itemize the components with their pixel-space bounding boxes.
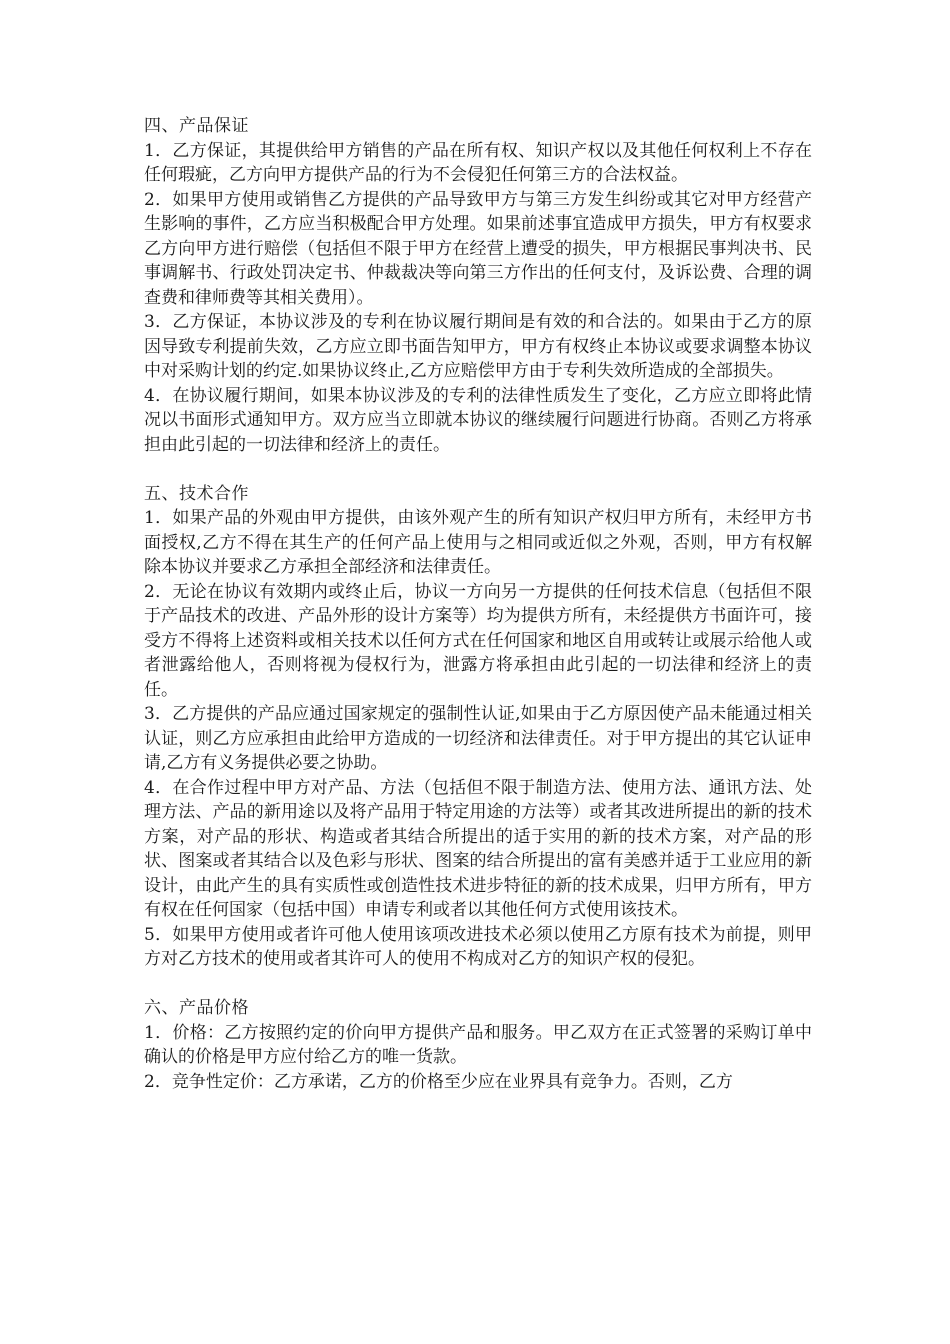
paragraph: 1．如果产品的外观由甲方提供，由该外观产生的所有知识产权归甲方所有，未经甲方书面授权,乙方不得在其生产的任何产品上使用与之相同或近似之外观，否则，甲方有权解除本协议并要求乙方承担全部经济和法律责任。: [144, 508, 812, 577]
section-heading: 四、产品保证: [144, 116, 249, 136]
document-page: [144, 114, 812, 1094]
paragraph: 2．无论在协议有效期内或终止后，协议一方向另一方提供的任何技术信息（包括但不限于产品技术的改进、产品外形的设计方案等）均为提供方所有，未经提供方书面许可，接受方不得将上述资料或相关技术以任何方式在任何国家和地区自用或转让或展示给他人或者泄露给他人，否则将视为侵权行为，泄露方将承担由此引起的一切法律和经济上的责任。: [144, 581, 812, 700]
paragraph: 5．如果甲方使用或者许可他人使用该项改进技术必须以使用乙方原有技术为前提，则甲方对乙方技术的使用或者其许可人的使用不构成对乙方的知识产权的侵犯。: [144, 924, 812, 969]
paragraph: 4．在合作过程中甲方对产品、方法（包括但不限于制造方法、使用方法、通讯方法、处理方法、产品的新用途以及将产品用于特定用途的方法等）或者其改进所提出的新的技术方案，对产品的形状、构造或者其结合所提出的适于实用的新的技术方案，对产品的形状、图案或者其结合以及色彩与形状、图案的结合所提出的富有美感并适于工业应用的新设计，由此产生的具有实质性或创造性技术进步特征的新的技术成果，归甲方所有，甲方有权在任何国家（包括中国）申请专利或者以其他任何方式使用该技术。: [144, 777, 812, 920]
section-product-price: [144, 996, 812, 1094]
paragraph: 2．如果甲方使用或销售乙方提供的产品导致甲方与第三方发生纠纷或其它对甲方经营产生影响的事件，乙方应当积极配合甲方处理。如果前述事宜造成甲方损失，甲方有权要求乙方向甲方进行赔偿（包括但不限于甲方在经营上遭受的损失，甲方根据民事判决书、民事调解书、行政处罚决定书、仲裁裁决等向第三方作出的任何支付，及诉讼费、合理的调查费和律师费等其相关费用）。: [144, 189, 812, 308]
paragraph: 1．乙方保证，其提供给甲方销售的产品在所有权、知识产权以及其他任何权利上不存在任何瑕疵，乙方向甲方提供产品的行为不会侵犯任何第三方的合法权益。: [144, 140, 812, 185]
section-heading: 六、产品价格: [144, 998, 249, 1018]
section-technical-cooperation: [144, 482, 812, 972]
section-product-guarantee: [144, 114, 812, 457]
paragraph: 2．竞争性定价：乙方承诺，乙方的价格至少应在业界具有竞争力。否则，乙方: [144, 1071, 733, 1092]
paragraph: 3．乙方保证，本协议涉及的专利在协议履行期间是有效的和合法的。如果由于乙方的原因导致专利提前失效，乙方应立即书面告知甲方，甲方有权终止本协议或要求调整本协议中对采购计划的约定.如果协议终止,乙方应赔偿甲方由于专利失效所造成的全部损失。: [144, 312, 812, 381]
paragraph: 4．在协议履行期间，如果本协议涉及的专利的法律性质发生了变化，乙方应立即将此情况以书面形式通知甲方。双方应当立即就本协议的继续履行问题进行协商。否则乙方将承担由此引起的一切法律和经济上的责任。: [144, 385, 812, 455]
paragraph: 3．乙方提供的产品应通过国家规定的强制性认证,如果由于乙方原因使产品未能通过相关认证，则乙方应承担由此给甲方造成的一切经济和法律责任。对于甲方提出的其它认证申请,乙方有义务提供必要之协助。: [144, 704, 812, 773]
paragraph: 1．价格：乙方按照约定的价向甲方提供产品和服务。甲乙双方在正式签署的采购订单中确认的价格是甲方应付给乙方的唯一货款。: [144, 1022, 812, 1067]
section-heading: 五、技术合作: [144, 483, 249, 504]
